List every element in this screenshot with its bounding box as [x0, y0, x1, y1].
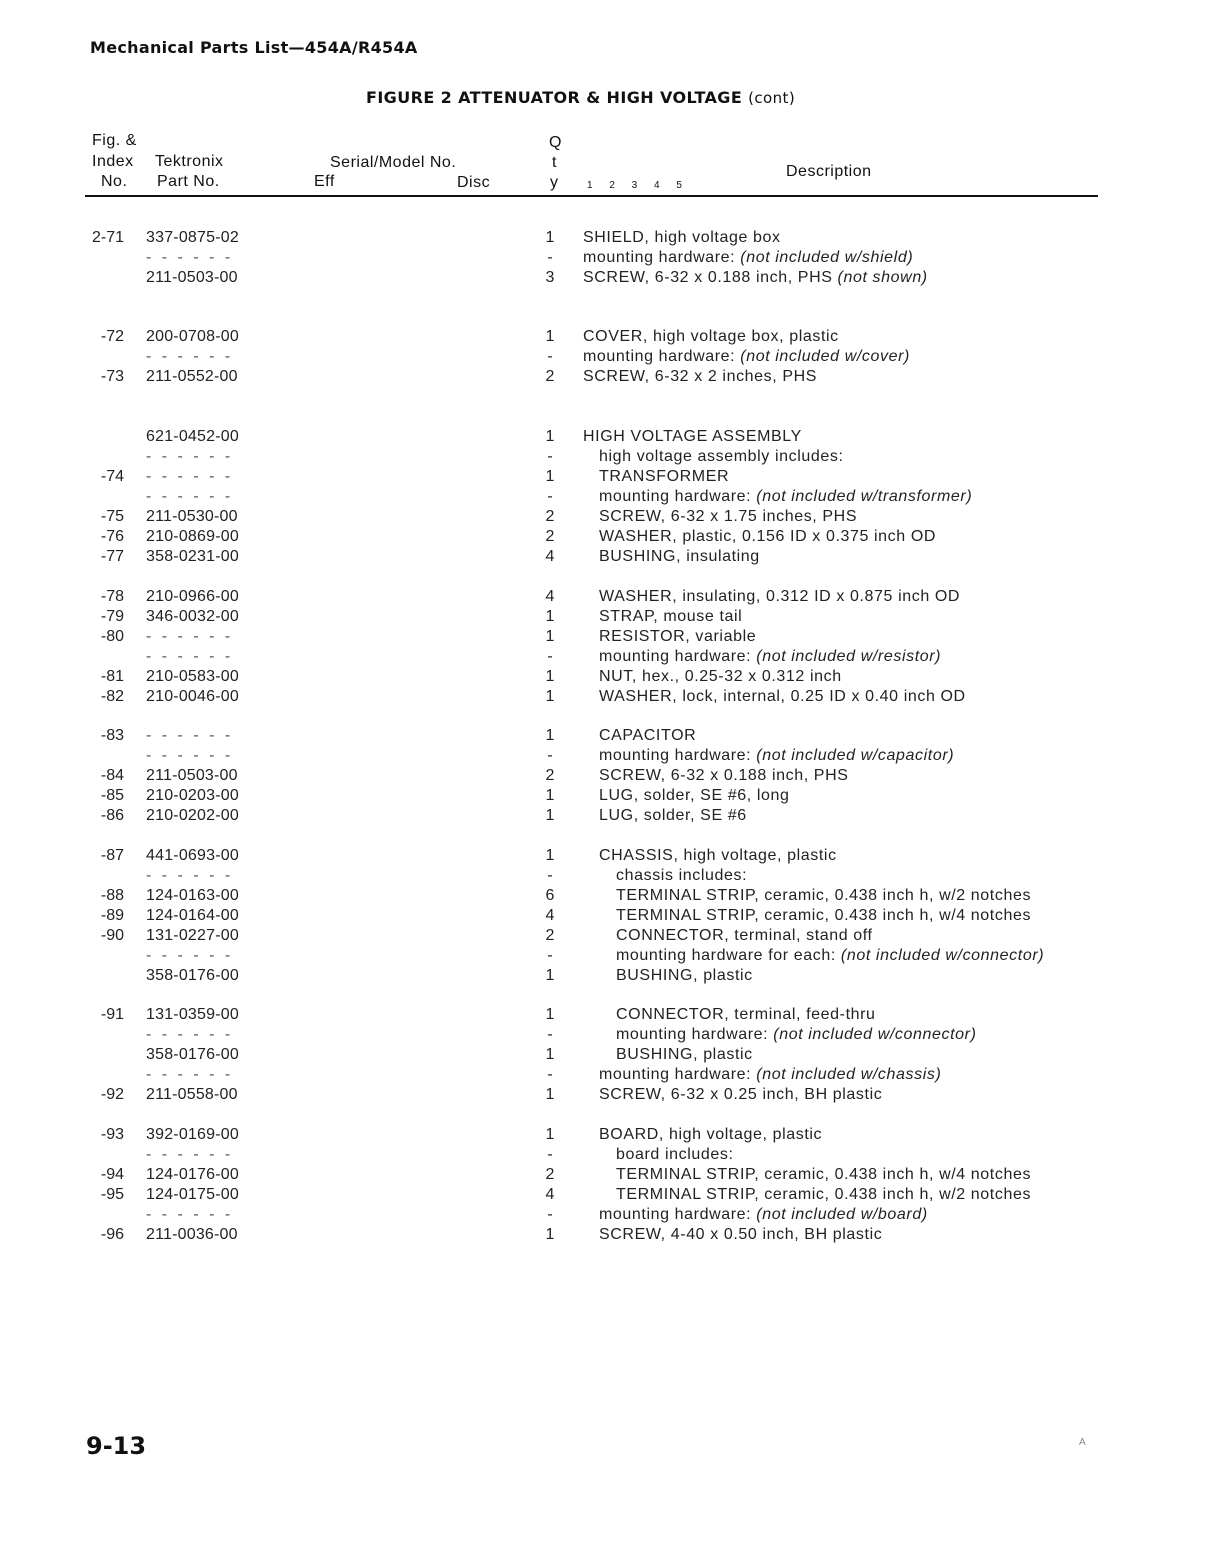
fig-index: -93	[100, 1126, 124, 1143]
description-text: STRAP, mouse tail	[599, 608, 743, 625]
description-note: (not shown)	[837, 269, 928, 286]
quantity: -	[547, 1206, 553, 1223]
description	[599, 1085, 882, 1105]
description	[599, 587, 960, 607]
fig-index: -96	[100, 1226, 124, 1243]
table-row	[0, 1005, 1220, 1025]
fig-index: -83	[100, 727, 124, 744]
table-row	[0, 547, 1220, 567]
description-text: mounting hardware:	[616, 1026, 774, 1043]
description	[599, 746, 954, 766]
part-number: 124-0175-00	[146, 1186, 239, 1203]
table-row	[0, 367, 1220, 387]
description	[616, 966, 753, 986]
header-description: Description	[786, 163, 872, 180]
table-row	[0, 746, 1220, 766]
table-row	[0, 507, 1220, 527]
description	[616, 866, 747, 886]
description-text: RESISTOR, variable	[599, 628, 757, 645]
fig-index: -72	[100, 328, 124, 345]
description	[616, 886, 1031, 906]
description	[583, 268, 928, 288]
quantity: -	[547, 867, 553, 884]
description-note: (not included w/chassis)	[756, 1066, 942, 1083]
description	[616, 1025, 977, 1045]
description	[616, 1005, 876, 1025]
description	[599, 627, 756, 647]
description-text: SCREW, 6-32 x 0.188 inch, PHS	[599, 767, 849, 784]
quantity: 4	[545, 548, 555, 565]
table-row	[0, 467, 1220, 487]
part-number: 392-0169-00	[146, 1126, 239, 1143]
header-disc: Disc	[457, 174, 491, 191]
description-text: mounting hardware:	[599, 648, 757, 665]
table-row	[0, 1025, 1220, 1045]
quantity: 2	[545, 368, 555, 385]
header-index: Index	[92, 153, 134, 170]
description-text: TERMINAL STRIP, ceramic, 0.438 inch h, w/2 notches	[616, 1186, 1032, 1203]
part-number: 441-0693-00	[146, 847, 239, 864]
quantity: 1	[545, 787, 555, 804]
description	[599, 527, 936, 547]
description-text: CONNECTOR, terminal, feed-thru	[616, 1006, 876, 1023]
part-number: 346-0032-00	[146, 608, 239, 625]
quantity: 1	[545, 1006, 555, 1023]
figure-title-suffix: (cont)	[748, 89, 796, 107]
table-row	[0, 1125, 1220, 1145]
header-part-no: Part No.	[157, 173, 220, 190]
description	[599, 806, 747, 826]
description-text: TERMINAL STRIP, ceramic, 0.438 inch h, w/4 notches	[616, 1166, 1032, 1183]
description-text: mounting hardware:	[583, 249, 741, 266]
fig-index: -91	[100, 1006, 124, 1023]
description	[599, 547, 760, 567]
table-row	[0, 268, 1220, 288]
description-note: (not included w/capacitor)	[756, 747, 955, 764]
part-number: 131-0359-00	[146, 1006, 239, 1023]
part-number: 124-0163-00	[146, 887, 239, 904]
description	[599, 726, 696, 746]
description-text: WASHER, insulating, 0.312 ID x 0.875 inch OD	[599, 588, 961, 605]
quantity: 2	[545, 767, 555, 784]
fig-index: -95	[100, 1186, 124, 1203]
description-text: BUSHING, plastic	[616, 967, 753, 984]
part-number: - - - - - -	[146, 448, 234, 465]
quantity: -	[547, 348, 553, 365]
description	[599, 447, 844, 467]
description	[583, 327, 839, 347]
part-number: 210-0869-00	[146, 528, 239, 545]
description-note: (not included w/connector)	[840, 947, 1045, 964]
quantity: 4	[545, 588, 555, 605]
fig-index: -76	[100, 528, 124, 545]
description-text: SCREW, 6-32 x 1.75 inches, PHS	[599, 508, 858, 525]
quantity: 1	[545, 807, 555, 824]
part-number: 211-0558-00	[146, 1086, 238, 1103]
quantity: 1	[545, 1086, 555, 1103]
part-number: - - - - - -	[146, 867, 234, 884]
description	[616, 1145, 734, 1165]
header-eff: Eff	[314, 173, 335, 190]
part-number: - - - - - -	[146, 628, 234, 645]
table-row	[0, 1065, 1220, 1085]
quantity: 1	[545, 428, 555, 445]
header-y: y	[550, 174, 559, 191]
description	[599, 687, 966, 707]
quantity: -	[547, 648, 553, 665]
quantity: 1	[545, 229, 555, 246]
description	[599, 647, 941, 667]
header-tektronix: Tektronix	[155, 153, 224, 170]
description-text: NUT, hex., 0.25-32 x 0.312 inch	[599, 668, 842, 685]
description-text: WASHER, lock, internal, 0.25 ID x 0.40 inch OD	[599, 688, 966, 705]
table-row	[0, 1185, 1220, 1205]
description-text: mounting hardware:	[599, 1066, 757, 1083]
description	[599, 487, 972, 507]
quantity: 2	[545, 508, 555, 525]
table-row	[0, 1165, 1220, 1185]
part-number: - - - - - -	[146, 348, 234, 365]
description-text: mounting hardware:	[599, 1206, 757, 1223]
description	[599, 667, 842, 687]
description-text: high voltage assembly includes:	[599, 448, 844, 465]
description-text: SCREW, 6-32 x 0.25 inch, BH plastic	[599, 1086, 883, 1103]
page-number: 9-13	[86, 1432, 147, 1460]
description-note: (not included w/connector)	[773, 1026, 977, 1043]
quantity: 6	[545, 887, 555, 904]
description-text: TERMINAL STRIP, ceramic, 0.438 inch h, w/4 notches	[616, 907, 1032, 924]
table-row	[0, 447, 1220, 467]
fig-index: -81	[100, 668, 124, 685]
table-row	[0, 726, 1220, 746]
quantity: 1	[545, 1226, 555, 1243]
fig-index: -79	[100, 608, 124, 625]
description-text: LUG, solder, SE #6, long	[599, 787, 790, 804]
part-number: 337-0875-02	[146, 229, 239, 246]
fig-index: -94	[100, 1166, 124, 1183]
quantity: -	[547, 249, 553, 266]
description-text: mounting hardware:	[599, 747, 757, 764]
corner-mark: A	[1079, 1437, 1086, 1448]
part-number: 211-0530-00	[146, 508, 238, 525]
fig-index: -92	[100, 1086, 124, 1103]
table-row	[0, 527, 1220, 547]
table-row	[0, 1205, 1220, 1225]
description	[599, 467, 729, 487]
description-text: SCREW, 6-32 x 2 inches, PHS	[583, 368, 818, 385]
fig-index: -75	[100, 508, 124, 525]
description-text: SHIELD, high voltage box	[583, 229, 781, 246]
description-note: (not included w/board)	[756, 1206, 928, 1223]
part-number: - - - - - -	[146, 468, 234, 485]
table-row	[0, 327, 1220, 347]
quantity: -	[547, 488, 553, 505]
table-row	[0, 946, 1220, 966]
fig-index: -73	[100, 368, 124, 385]
table-row	[0, 1225, 1220, 1245]
quantity: 3	[545, 269, 555, 286]
description-text: mounting hardware for each:	[616, 947, 841, 964]
fig-index: -77	[100, 548, 124, 565]
quantity: 1	[545, 628, 555, 645]
table-row	[0, 966, 1220, 986]
table-row	[0, 806, 1220, 826]
part-number: 211-0503-00	[146, 767, 238, 784]
quantity: 1	[545, 1126, 555, 1143]
part-number: - - - - - -	[146, 1026, 234, 1043]
description-note: (not included w/cover)	[740, 348, 910, 365]
quantity: -	[547, 1026, 553, 1043]
description-text: COVER, high voltage box, plastic	[583, 328, 839, 345]
description	[599, 607, 742, 627]
quantity: 1	[545, 468, 555, 485]
part-number: 124-0176-00	[146, 1166, 239, 1183]
table-row	[0, 866, 1220, 886]
part-number: 358-0231-00	[146, 548, 239, 565]
part-number: 124-0164-00	[146, 907, 239, 924]
description	[616, 1165, 1031, 1185]
description-text: chassis includes:	[616, 867, 748, 884]
description-text: BUSHING, plastic	[616, 1046, 753, 1063]
description	[616, 1185, 1031, 1205]
description	[599, 1205, 928, 1225]
table-row	[0, 1145, 1220, 1165]
quantity: 1	[545, 328, 555, 345]
part-number: - - - - - -	[146, 1206, 234, 1223]
table-row	[0, 347, 1220, 367]
description-text: board includes:	[616, 1146, 734, 1163]
quantity: 4	[545, 907, 555, 924]
fig-index: -78	[100, 588, 124, 605]
description	[599, 1225, 882, 1245]
description	[583, 228, 781, 248]
table-row	[0, 587, 1220, 607]
table-row	[0, 766, 1220, 786]
quantity: 1	[545, 967, 555, 984]
part-number: - - - - - -	[146, 1066, 234, 1083]
description	[583, 427, 802, 447]
description	[616, 1045, 753, 1065]
part-number: - - - - - -	[146, 1146, 234, 1163]
fig-index: -85	[100, 787, 124, 804]
running-head: Mechanical Parts List—454A/R454A	[90, 38, 418, 57]
part-number: 211-0503-00	[146, 269, 238, 286]
table-row	[0, 607, 1220, 627]
fig-index: -86	[100, 807, 124, 824]
part-number: 210-0046-00	[146, 688, 239, 705]
description-text: CHASSIS, high voltage, plastic	[599, 847, 837, 864]
description-text: mounting hardware:	[599, 488, 757, 505]
quantity: 1	[545, 668, 555, 685]
quantity: -	[547, 1146, 553, 1163]
quantity: 4	[545, 1186, 555, 1203]
part-number: 200-0708-00	[146, 328, 239, 345]
description	[583, 367, 817, 387]
header-serial-model: Serial/Model No.	[330, 154, 457, 171]
part-number: 358-0176-00	[146, 967, 239, 984]
description	[583, 248, 913, 268]
description	[599, 786, 790, 806]
description-note: (not included w/transformer)	[756, 488, 973, 505]
part-number: - - - - - -	[146, 747, 234, 764]
part-number: 358-0176-00	[146, 1046, 239, 1063]
description	[599, 507, 857, 527]
part-number: - - - - - -	[146, 249, 234, 266]
table-row	[0, 846, 1220, 866]
part-number: - - - - - -	[146, 488, 234, 505]
description	[599, 1065, 941, 1085]
part-number: 210-0966-00	[146, 588, 239, 605]
description	[599, 846, 837, 866]
description-text: TRANSFORMER	[599, 468, 730, 485]
table-row	[0, 427, 1220, 447]
table-row	[0, 667, 1220, 687]
description-text: CAPACITOR	[599, 727, 697, 744]
fig-index: -89	[100, 907, 124, 924]
quantity: 1	[545, 847, 555, 864]
description	[599, 766, 849, 786]
quantity: 1	[545, 727, 555, 744]
quantity: -	[547, 448, 553, 465]
table-row	[0, 248, 1220, 268]
part-number: 621-0452-00	[146, 428, 239, 445]
description	[616, 926, 873, 946]
fig-index: -88	[100, 887, 124, 904]
table-row	[0, 687, 1220, 707]
description-note: (not included w/shield)	[740, 249, 914, 266]
quantity: 2	[545, 528, 555, 545]
fig-index: -84	[100, 767, 124, 784]
fig-index: -74	[100, 468, 124, 485]
part-number: 210-0583-00	[146, 668, 239, 685]
quantity: 1	[545, 1046, 555, 1063]
header-q: Q	[549, 134, 562, 151]
table-row	[0, 886, 1220, 906]
part-number: - - - - - -	[146, 947, 234, 964]
description-text: TERMINAL STRIP, ceramic, 0.438 inch h, w/2 notches	[616, 887, 1032, 904]
quantity: 2	[545, 927, 555, 944]
description-text: SCREW, 4-40 x 0.50 inch, BH plastic	[599, 1226, 883, 1243]
quantity: -	[547, 747, 553, 764]
part-number: 211-0036-00	[146, 1226, 238, 1243]
description-text: BUSHING, insulating	[599, 548, 760, 565]
figure-title	[366, 88, 795, 107]
description-note: (not included w/resistor)	[756, 648, 942, 665]
quantity: 2	[545, 1166, 555, 1183]
description-text: HIGH VOLTAGE ASSEMBLY	[583, 428, 802, 445]
table-row	[0, 1045, 1220, 1065]
description	[583, 347, 910, 367]
table-row	[0, 627, 1220, 647]
fig-index: -90	[100, 927, 124, 944]
part-number: 210-0202-00	[146, 807, 239, 824]
fig-index: 2-71	[91, 229, 124, 246]
description-text: CONNECTOR, terminal, stand off	[616, 927, 873, 944]
header-rule	[85, 195, 1098, 197]
table-row	[0, 228, 1220, 248]
description	[616, 946, 1044, 966]
description	[599, 1125, 822, 1145]
table-row	[0, 786, 1220, 806]
description	[616, 906, 1031, 926]
description-text: mounting hardware:	[583, 348, 741, 365]
table-row	[0, 906, 1220, 926]
quantity: 1	[545, 688, 555, 705]
fig-index: -87	[100, 847, 124, 864]
part-number: 210-0203-00	[146, 787, 239, 804]
table-row	[0, 647, 1220, 667]
table-row	[0, 926, 1220, 946]
quantity: -	[547, 1066, 553, 1083]
quantity: 1	[545, 608, 555, 625]
quantity: -	[547, 947, 553, 964]
part-number: 211-0552-00	[146, 368, 238, 385]
part-number: 131-0227-00	[146, 927, 239, 944]
header-qty-digits: 1 2 3 4 5	[587, 180, 689, 191]
figure-title-text: FIGURE 2 ATTENUATOR & HIGH VOLTAGE	[366, 88, 743, 107]
header-t: t	[552, 154, 557, 171]
part-number: - - - - - -	[146, 727, 234, 744]
description-text: WASHER, plastic, 0.156 ID x 0.375 inch OD	[599, 528, 937, 545]
header-no: No.	[101, 173, 128, 190]
part-number: - - - - - -	[146, 648, 234, 665]
header-fig: Fig. &	[92, 132, 137, 149]
table-row	[0, 487, 1220, 507]
description-text: BOARD, high voltage, plastic	[599, 1126, 823, 1143]
fig-index: -82	[100, 688, 124, 705]
table-row	[0, 1085, 1220, 1105]
fig-index: -80	[100, 628, 124, 645]
description-text: SCREW, 6-32 x 0.188 inch, PHS	[583, 269, 838, 286]
description-text: LUG, solder, SE #6	[599, 807, 747, 824]
